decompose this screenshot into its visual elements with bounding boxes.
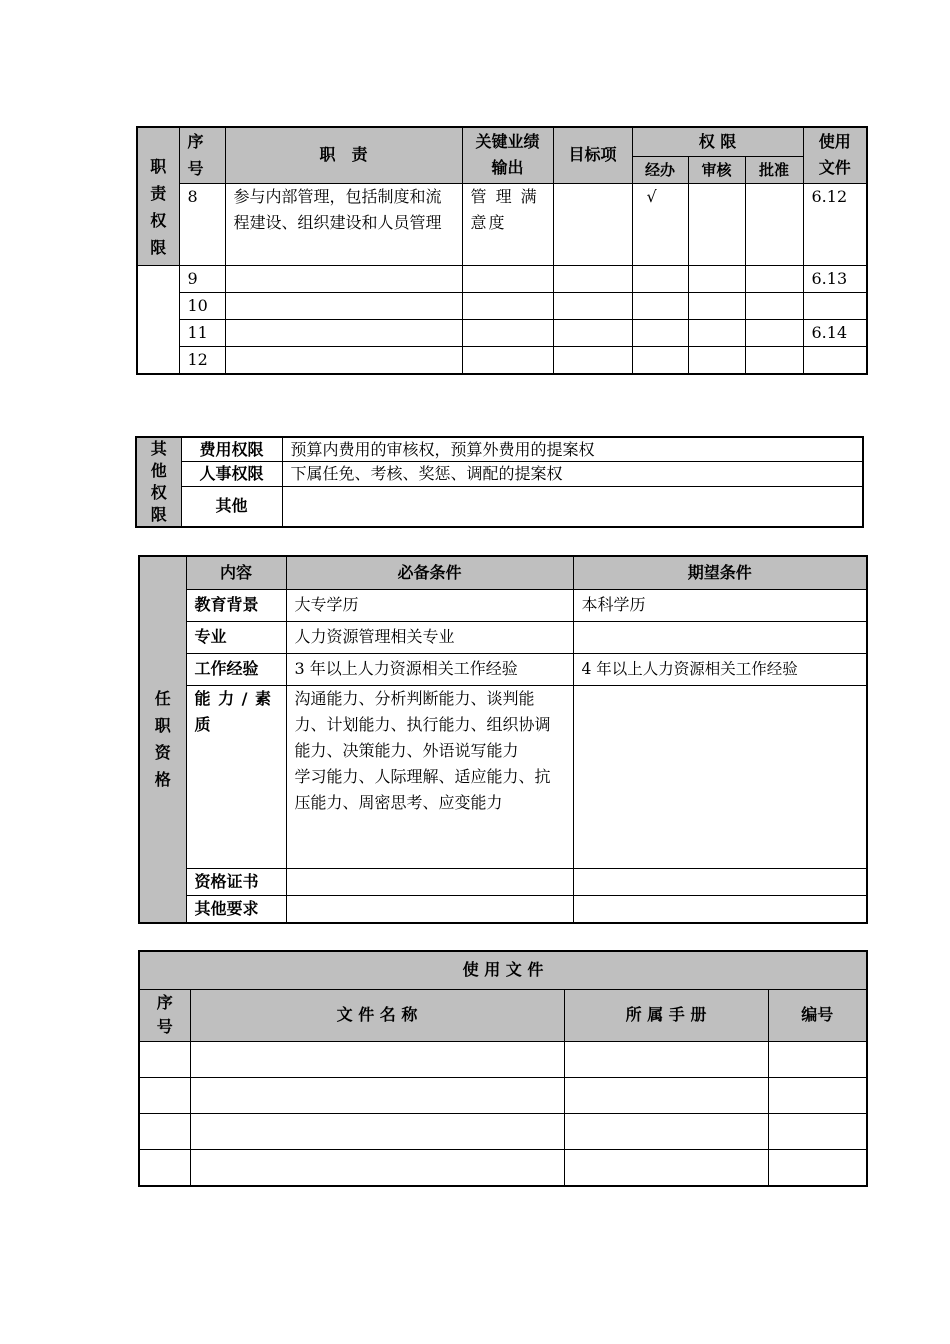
row-handle	[632, 265, 688, 292]
qualification-label: 教育背景	[186, 589, 286, 621]
row-duty	[225, 265, 462, 292]
row-seq: 12	[179, 346, 225, 374]
doc-seq-header	[139, 989, 190, 1041]
table-row	[137, 292, 867, 319]
doc-code	[768, 1041, 867, 1077]
responsibility-section-label	[137, 127, 179, 265]
row-approve	[745, 319, 803, 346]
row-duty	[225, 319, 462, 346]
row-seq: 10	[179, 292, 225, 319]
row-doc	[803, 292, 867, 319]
authority-handle-header: 经办	[632, 156, 688, 183]
doc-manual	[564, 1077, 768, 1113]
row-doc	[803, 346, 867, 374]
row-target	[553, 292, 632, 319]
table-row	[137, 346, 867, 374]
row-target	[553, 346, 632, 374]
table-row	[139, 1149, 867, 1186]
row-duty	[225, 292, 462, 319]
docs-header: 使用文件	[803, 127, 867, 183]
row-handle	[632, 346, 688, 374]
qualification-expected: 4 年以上人力资源相关工作经验	[573, 653, 867, 685]
doc-name	[190, 1077, 564, 1113]
row-approve	[745, 265, 803, 292]
authority-approve-header: 批准	[745, 156, 803, 183]
doc-code-header: 编号	[768, 989, 867, 1041]
row-doc: 6.12	[803, 183, 867, 265]
row-review	[688, 183, 745, 265]
seq-header	[179, 127, 225, 183]
target-header: 目标项	[553, 127, 632, 183]
qualification-required	[286, 895, 573, 923]
qualification-table	[138, 555, 868, 924]
doc-name	[190, 1113, 564, 1149]
table-row	[139, 1041, 867, 1077]
other-authority-label: 其他	[181, 486, 282, 527]
row-duty	[225, 346, 462, 374]
other-authority-value: 预算内费用的审核权，预算外费用的提案权	[282, 437, 863, 462]
row-handle: √	[632, 183, 688, 265]
row-target	[553, 265, 632, 292]
row-kpi	[462, 265, 553, 292]
authority-review-header: 审核	[688, 156, 745, 183]
doc-code	[768, 1113, 867, 1149]
other-authority-value: 下属任免、考核、奖惩、调配的提案权	[282, 462, 863, 487]
qualification-label: 工作经验	[186, 653, 286, 685]
documents-table	[138, 950, 868, 1187]
spacer-cell	[137, 292, 179, 319]
spacer-cell	[137, 265, 179, 292]
doc-code	[768, 1149, 867, 1186]
qualification-section-label	[139, 556, 186, 923]
table-row	[137, 265, 867, 292]
qualification-section-label-text: 任职资格	[154, 689, 171, 790]
row-seq: 8	[179, 183, 225, 265]
row-kpi	[462, 346, 553, 374]
qualification-expected	[573, 685, 867, 868]
row-handle	[632, 319, 688, 346]
qualification-label: 其他要求	[186, 895, 286, 923]
row-doc: 6.13	[803, 265, 867, 292]
row-seq: 11	[179, 319, 225, 346]
qualification-required: 人力资源管理相关专业	[286, 621, 573, 653]
doc-seq	[139, 1077, 190, 1113]
row-review	[688, 346, 745, 374]
qualification-required: 3 年以上人力资源相关工作经验	[286, 653, 573, 685]
responsibility-section-label-text: 职责权限	[150, 156, 167, 257]
doc-seq	[139, 1113, 190, 1149]
doc-manual	[564, 1149, 768, 1186]
other-authority-label: 费用权限	[181, 437, 282, 462]
documents-title: 使 用 文 件	[139, 951, 867, 989]
qualification-required	[286, 868, 573, 895]
other-authority-table	[135, 436, 864, 528]
other-authority-section-label-text: 其他权限	[150, 439, 167, 524]
table-row	[137, 319, 867, 346]
kpi-header: 关键业绩输出	[462, 127, 553, 183]
qualification-required-ability	[286, 685, 573, 868]
doc-seq	[139, 1149, 190, 1186]
qualification-label: 专业	[186, 621, 286, 653]
responsibility-table	[136, 126, 868, 375]
row-kpi: 管 理 满 意度	[462, 183, 553, 265]
other-authority-section-label	[136, 437, 181, 527]
row-review	[688, 319, 745, 346]
ability-list-1: 沟通能力、分析判断能力、谈判能力、计划能力、执行能力、组织协调能力、决策能力、外语说写能力	[294, 688, 551, 760]
doc-code	[768, 1077, 867, 1113]
row-review	[688, 265, 745, 292]
other-authority-value	[282, 486, 863, 527]
spacer-cell	[137, 346, 179, 374]
authority-header: 权 限	[632, 127, 803, 156]
ability-list-2: 学习能力、人际理解、适应能力、抗压能力、周密思考、应变能力	[294, 766, 551, 812]
duty-header: 职 责	[225, 127, 462, 183]
other-authority-label: 人事权限	[181, 462, 282, 487]
row-kpi	[462, 292, 553, 319]
expected-header: 期望条件	[573, 556, 867, 589]
qualification-label: 资格证书	[186, 868, 286, 895]
doc-seq-header-text: 序号	[156, 993, 173, 1036]
qualification-expected	[573, 621, 867, 653]
doc-manual	[564, 1113, 768, 1149]
qualification-expected	[573, 895, 867, 923]
row-kpi	[462, 319, 553, 346]
required-header: 必备条件	[286, 556, 573, 589]
row-duty: 参与内部管理，包括制度和流程建设、组织建设和人员管理	[225, 183, 462, 265]
row-approve	[745, 183, 803, 265]
row-review	[688, 292, 745, 319]
row-doc: 6.14	[803, 319, 867, 346]
doc-seq	[139, 1041, 190, 1077]
doc-manual	[564, 1041, 768, 1077]
row-seq: 9	[179, 265, 225, 292]
seq-header-text: 序号	[187, 132, 204, 178]
table-row	[139, 1113, 867, 1149]
row-handle	[632, 292, 688, 319]
row-target	[553, 183, 632, 265]
spacer-cell	[137, 319, 179, 346]
qualification-label: 能 力 / 素 质	[186, 685, 286, 868]
table-row	[139, 1077, 867, 1113]
doc-name-header: 文 件 名 称	[190, 989, 564, 1041]
doc-name	[190, 1041, 564, 1077]
qualification-expected: 本科学历	[573, 589, 867, 621]
doc-name	[190, 1149, 564, 1186]
row-target	[553, 319, 632, 346]
qualification-expected	[573, 868, 867, 895]
content-header: 内容	[186, 556, 286, 589]
qualification-required: 大专学历	[286, 589, 573, 621]
row-approve	[745, 346, 803, 374]
doc-manual-header: 所 属 手 册	[564, 989, 768, 1041]
row-approve	[745, 292, 803, 319]
